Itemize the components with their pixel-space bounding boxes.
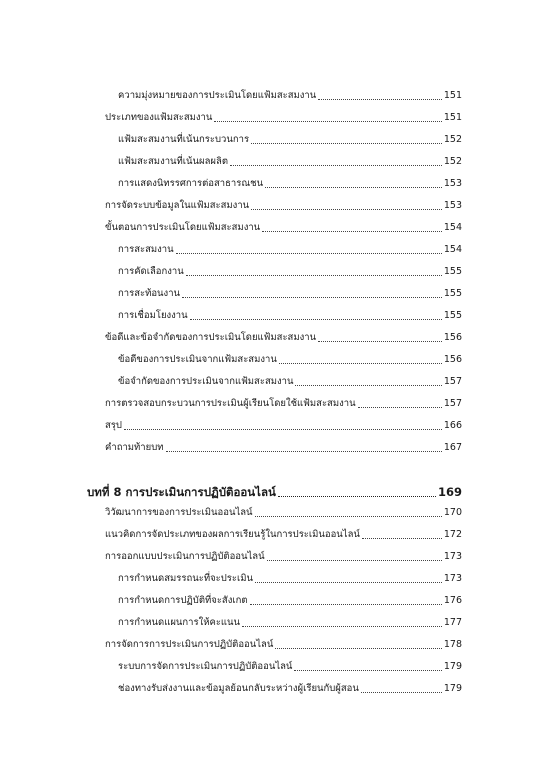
toc-entry-title: การคัดเลือกงาน xyxy=(118,266,184,277)
dot-leader xyxy=(186,275,442,276)
toc-entry xyxy=(105,507,462,519)
toc-entry xyxy=(105,420,462,432)
toc-chapter-heading xyxy=(87,485,462,499)
toc-entry-title: คำถามท้ายบท xyxy=(105,442,164,453)
dot-leader xyxy=(262,231,442,232)
toc-entry-title: การจัดการการประเมินการปฏิบัติออนไลน์ xyxy=(105,639,274,650)
toc-entry xyxy=(118,376,462,388)
toc-entry xyxy=(118,178,462,190)
toc-entry xyxy=(105,529,462,541)
toc-entry xyxy=(118,683,462,695)
toc-entry-title: ระบบการจัดการประเมินการปฏิบัติออนไลน์ xyxy=(118,661,293,672)
toc-entry-page: 154 xyxy=(443,222,462,233)
toc-entry-page: 155 xyxy=(443,288,462,299)
toc-entry-page: 152 xyxy=(443,134,462,145)
toc-chapter-title: บทที่ 8 การประเมินการปฏิบัติออนไลน์ xyxy=(87,485,276,499)
toc-entry-page: 156 xyxy=(443,354,462,365)
toc-entry-title: วิวัฒนาการของการประเมินออนไลน์ xyxy=(105,507,253,518)
toc-entry-title: ช่องทางรับส่งงานและข้อมูลย้อนกลับระหว่างผู้เรียนกับผู้สอน xyxy=(118,683,359,694)
toc-entry-page: 166 xyxy=(443,420,462,431)
dot-leader xyxy=(278,496,436,497)
dot-leader xyxy=(294,670,441,671)
toc-entry-title: การสะท้อนงาน xyxy=(118,288,181,299)
dot-leader xyxy=(242,626,442,627)
toc-entry xyxy=(105,222,462,234)
toc-entry xyxy=(118,310,462,322)
toc-entry-title: ประเภทของแฟ้มสะสมงาน xyxy=(105,112,213,123)
toc-entry-page: 152 xyxy=(443,156,462,167)
toc-entry-title: การแสดงนิทรรศการต่อสาธารณชน xyxy=(118,178,264,189)
dot-leader xyxy=(176,253,442,254)
toc-entry xyxy=(118,354,462,366)
dot-leader xyxy=(318,99,442,100)
dot-leader xyxy=(214,121,441,122)
toc-entry-title: ขั้นตอนการประเมินโดยแฟ้มสะสมงาน xyxy=(105,222,261,233)
toc-entry xyxy=(118,156,462,168)
toc-entry-title: การเชื่อมโยงงาน xyxy=(118,310,188,321)
dot-leader xyxy=(361,692,442,693)
toc-entry-page: 179 xyxy=(443,683,462,694)
toc-entry-page: 157 xyxy=(443,398,462,409)
toc-entry-page: 156 xyxy=(443,332,462,343)
toc-entry xyxy=(105,112,462,124)
toc-entry xyxy=(105,551,462,563)
toc-entry-page: 179 xyxy=(443,661,462,672)
toc-entry-page: 178 xyxy=(443,639,462,650)
toc-entry xyxy=(105,398,462,410)
toc-entry-title: แฟ้มสะสมงานที่เน้นกระบวนการ xyxy=(118,134,250,145)
dot-leader xyxy=(362,538,442,539)
toc-entry xyxy=(118,573,462,585)
toc-entry xyxy=(105,442,462,454)
dot-leader xyxy=(267,560,442,561)
toc-entry xyxy=(118,244,462,256)
dot-leader xyxy=(279,363,442,364)
toc-entry-page: 157 xyxy=(443,376,462,387)
toc-entry-page: 177 xyxy=(443,617,462,628)
dot-leader xyxy=(166,451,442,452)
dot-leader xyxy=(190,319,442,320)
toc-entry-page: 170 xyxy=(443,507,462,518)
dot-leader xyxy=(182,297,442,298)
toc-entry xyxy=(105,639,462,651)
toc-entry-title: การจัดระบบข้อมูลในแฟ้มสะสมงาน xyxy=(105,200,250,211)
dot-leader xyxy=(358,407,442,408)
dot-leader xyxy=(295,385,441,386)
toc-entry-title: ข้อดีและข้อจำกัดของการประเมินโดยแฟ้มสะสมงาน xyxy=(105,332,317,343)
toc-entry-page: 155 xyxy=(443,266,462,277)
toc-entry-page: 153 xyxy=(443,178,462,189)
toc-entry-title: การกำหนดแผนการให้คะแนน xyxy=(118,617,241,628)
toc-entry-title: การสะสมงาน xyxy=(118,244,174,255)
dot-leader xyxy=(318,341,442,342)
toc-entry xyxy=(118,617,462,629)
toc-entry-page: 173 xyxy=(443,573,462,584)
toc-entry-title: การกำหนดสมรรถนะที่จะประเมิน xyxy=(118,573,253,584)
dot-leader xyxy=(230,165,442,166)
dot-leader xyxy=(124,429,442,430)
dot-leader xyxy=(275,648,442,649)
toc-entry xyxy=(105,332,462,344)
toc-entry-page: 153 xyxy=(443,200,462,211)
dot-leader xyxy=(265,187,442,188)
toc-entry-page: 154 xyxy=(443,244,462,255)
toc-entry xyxy=(118,266,462,278)
toc-chapter-page: 169 xyxy=(437,485,462,499)
toc-entry-page: 176 xyxy=(443,595,462,606)
toc-entry-page: 151 xyxy=(443,90,462,101)
toc-entry xyxy=(118,661,462,673)
dot-leader xyxy=(251,143,442,144)
toc-entry-title: การตรวจสอบกระบวนการประเมินผู้เรียนโดยใช้แฟ้มสะสมงาน xyxy=(105,398,356,409)
toc-entry-title: การกำหนดการปฏิบัติที่จะสังเกต xyxy=(118,595,248,606)
dot-leader xyxy=(255,582,442,583)
toc-entry-page: 167 xyxy=(443,442,462,453)
dot-leader xyxy=(250,604,442,605)
toc-entry-page: 172 xyxy=(443,529,462,540)
toc-entry xyxy=(118,134,462,146)
dot-leader xyxy=(255,516,442,517)
toc-entry-page: 155 xyxy=(443,310,462,321)
toc-entry xyxy=(118,595,462,607)
toc-entry-title: การออกแบบประเมินการปฏิบัติออนไลน์ xyxy=(105,551,265,562)
toc-entry xyxy=(105,200,462,212)
toc-entry-title: สรุป xyxy=(105,420,122,431)
toc-entry-title: แฟ้มสะสมงานที่เน้นผลผลิต xyxy=(118,156,228,167)
toc-entry-title: ข้อจำกัดของการประเมินจากแฟ้มสะสมงาน xyxy=(118,376,294,387)
dot-leader xyxy=(251,209,442,210)
toc-entry-title: ข้อดีของการประเมินจากแฟ้มสะสมงาน xyxy=(118,354,277,365)
toc-entry xyxy=(118,90,462,102)
toc-entry-title: แนวคิดการจัดประเภทของผลการเรียนรู้ในการประเมินออนไลน์ xyxy=(105,529,360,540)
toc-entry xyxy=(118,288,462,300)
toc-entry-page: 151 xyxy=(443,112,462,123)
toc-entry-page: 173 xyxy=(443,551,462,562)
toc-entry-title: ความมุ่งหมายของการประเมินโดยแฟ้มสะสมงาน xyxy=(118,90,317,101)
